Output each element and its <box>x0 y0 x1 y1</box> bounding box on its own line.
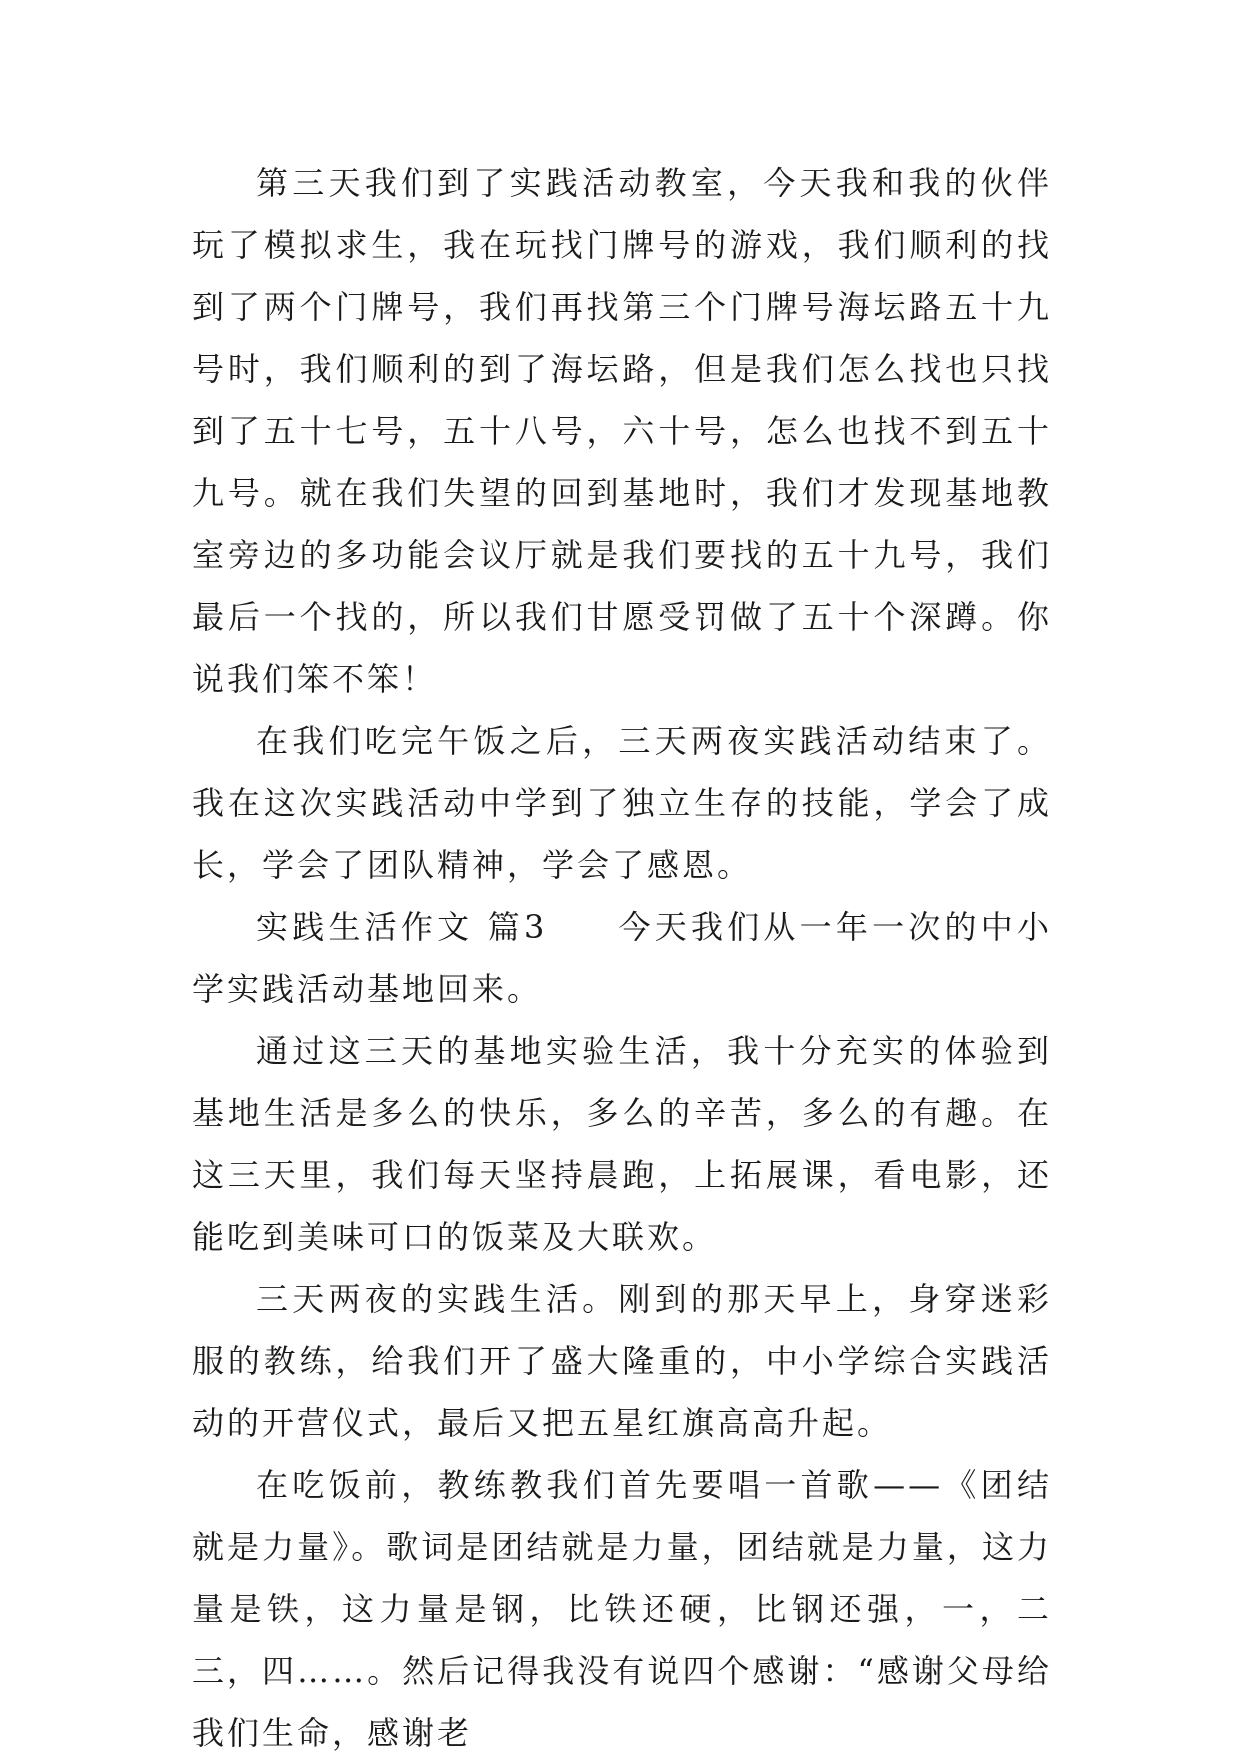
section-heading-title: 实践生活作文 篇3 <box>256 908 548 946</box>
section-heading-text: 今天我们从一年一次的中小学实践活动基地回来。 <box>192 908 1052 1008</box>
paragraph-day-three: 第三天我们到了实践活动教室，今天我和我的伙伴玩了模拟求生，我在玩找门牌号的游戏，我们顺利的找到了两个门牌号，我们再找第三个门牌号海坛路五十九号时，我们顺利的到了海坛路，但是我们怎么找也只找到了五十七号，五十八号，六十号，怎么也找不到五十九号。就在我们失望的回到基地时，我们才发现基地教室旁边的多功能会议厅就是我们要找的五十九号，我们最后一个找的，所以我们甘愿受罚做了五十个深蹲。你说我们笨不笨！ <box>192 164 1052 698</box>
paragraph-conclusion: 在我们吃完午饭之后，三天两夜实践活动结束了。我在这次实践活动中学到了独立生存的技能，学会了成长，学会了团队精神，学会了感恩。 <box>192 722 1052 884</box>
paragraph-song: 在吃饭前，教练教我们首先要唱一首歌——《团结就是力量》。歌词是团结就是力量，团结就是力量，这力量是铁，这力量是钢，比铁还硬，比钢还强，一，二三，四……。然后记得我没有说四个感谢：“感谢父母给我们生命，感谢老 <box>192 1466 1052 1752</box>
paragraph-opening-ceremony: 三天两夜的实践生活。刚到的那天早上，身穿迷彩服的教练，给我们开了盛大隆重的，中小学综合实践活动的开营仪式，最后又把五星红旗高高升起。 <box>192 1280 1052 1442</box>
section-heading-paragraph <box>192 896 1052 1020</box>
document-body <box>192 152 1052 1764</box>
paragraph-base-life: 通过这三天的基地实验生活，我十分充实的体验到基地生活是多么的快乐，多么的辛苦，多么的有趣。在这三天里，我们每天坚持晨跑，上拓展课，看电影，还能吃到美味可口的饭菜及大联欢。 <box>192 1032 1052 1256</box>
